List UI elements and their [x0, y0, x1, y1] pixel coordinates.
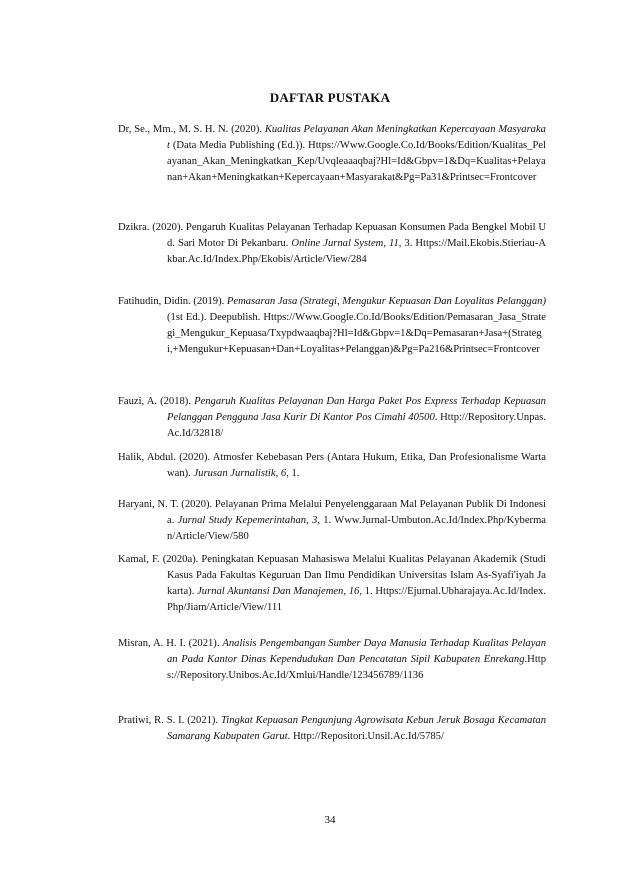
reference-text: Kamal, F. (2020a). Peningkatan Kepuasan Mahasiswa Melalui Kualitas Pelayanan Akademik (Studi Kasus Pada Fakultas Keguruan Dan Ilmu Pendidikan Universitas Islam As-Syafi'iyah Jakarta). — [118, 554, 546, 597]
page-title: DAFTAR PUSTAKA — [269, 90, 391, 105]
reference-title: Analisis Pengembangan Sumber Daya Manusia Terhadap Kualitas Pelayanan Pada Kantor Dinas Kependudukan Dan Pencatatan Sipil Kabupaten Enrekang — [167, 638, 547, 665]
reference-entry — [118, 220, 546, 268]
reference-text: (1st Ed.). Deepublish. Https://Www.Google.Co.Id/Books/Edition/Pemasaran_Jasa_Strategi_Mengukur_Kepuasa/Txypdwaaqbaj?Hl=Id&Gbpv=1&Dq=Pemasaran+Jasa+(Strategi,+Mengukur+Kepuasan+Dan+Loyalitas+Pelanggan)&Pg=Pa216&Printsec=Frontcover — [167, 312, 546, 355]
reference-text: Halik, Abdul. (2020). Atmosfer Kebebasan Pers (Antara Hukum, Etika, Dan Profesionalisme Wartawan). — [118, 452, 546, 479]
reference-title: Jurnal Study Kepemerintahan, 3 — [177, 515, 318, 526]
reference-text: Misran, A. H. I. (2021). — [118, 638, 223, 649]
reference-title: Tingkat Kepuasan Pengunjung Agrowisata Kebun Jeruk Bosaga Kecamatan Samarang Kabupaten Garut — [167, 715, 546, 742]
reference-title: Kualitas Pelayanan Akan Meningkatkan Kepercayaan Masyarakat — [167, 124, 546, 151]
reference-text: , 1. Https://Ejurnal.Ubharajaya.Ac.Id/Index.Php/Jiam/Article/View/111 — [167, 586, 546, 613]
reference-title: Jurusan Jurnalistik, 6 — [193, 468, 287, 479]
reference-title: Jurnal Akuntansi Dan Manajemen, 16 — [197, 586, 360, 597]
page-number: 34 — [324, 814, 336, 826]
reference-text: Dr, Se., Mm., M. S. H. N. (2020). — [118, 124, 265, 135]
reference-text: Pratiwi, R. S. I. (2021). — [118, 715, 221, 726]
reference-entry — [118, 394, 546, 442]
reference-entry — [118, 552, 546, 616]
reference-entry — [118, 497, 546, 545]
reference-text: . Http://Repositori.Unsil.Ac.Id/5785/ — [287, 731, 444, 742]
reference-title: Online Jurnal System, 11 — [291, 238, 399, 249]
reference-text: Fatihudin, Didin. (2019). — [118, 296, 227, 307]
reference-text: , 1. — [286, 468, 300, 479]
reference-entry — [118, 713, 546, 745]
reference-title: Pengaruh Kualitas Pelayanan Dan Harga Paket Pos Express Terhadap Kepuasan Pelanggan Pengguna Jasa Kurir Di Kantor Pos Cimahi 40500 — [167, 396, 546, 423]
reference-text: (Data Media Publishing (Ed.)). Https://Www.Google.Co.Id/Books/Edition/Kualitas_Pelayanan_Akan_Meningkatkan_Kep/Uvqleaaaqbaj?Hl=Id&Gbpv=1&Dq=Kualitas+Pelayanan+Akan+Meningkatkan+Kepercayaan+Masyarakat&Pg=Pa31&Printsec=Frontcover — [167, 140, 546, 183]
reference-text: , 1. Www.Jurnal-Umbuton.Ac.Id/Index.Php/Kyberman/Article/View/580 — [167, 515, 547, 542]
reference-title: Pemasaran Jasa (Strategi, Mengukur Kepuasan Dan Loyalitas Pelanggan) — [226, 296, 546, 307]
reference-entry — [118, 450, 546, 482]
reference-entry — [118, 122, 546, 186]
reference-entry — [118, 294, 546, 358]
reference-text: , 3. Https://Mail.Ekobis.Stieriau-Akbar.Ac.Id/Index.Php/Ekobis/Article/View/284 — [167, 238, 546, 265]
reference-text: . Http://Repository.Unpas.Ac.Id/32818/ — [167, 412, 546, 439]
reference-text: Fauzi, A. (2018). — [118, 396, 195, 407]
reference-entry — [118, 636, 546, 684]
reference-text: .Https://Repository.Unibos.Ac.Id/Xmlui/Handle/123456789/1136 — [167, 654, 546, 681]
reference-text: Haryani, N. T. (2020). Pelayanan Prima Melalui Penyelenggaraan Mal Pelayanan Publik Di Indonesia. — [118, 499, 546, 526]
reference-text: Dzikra. (2020). Pengaruh Kualitas Pelayanan Terhadap Kepuasan Konsumen Pada Bengkel Mobil Ud. Sari Motor Di Pekanbaru. — [118, 222, 546, 249]
